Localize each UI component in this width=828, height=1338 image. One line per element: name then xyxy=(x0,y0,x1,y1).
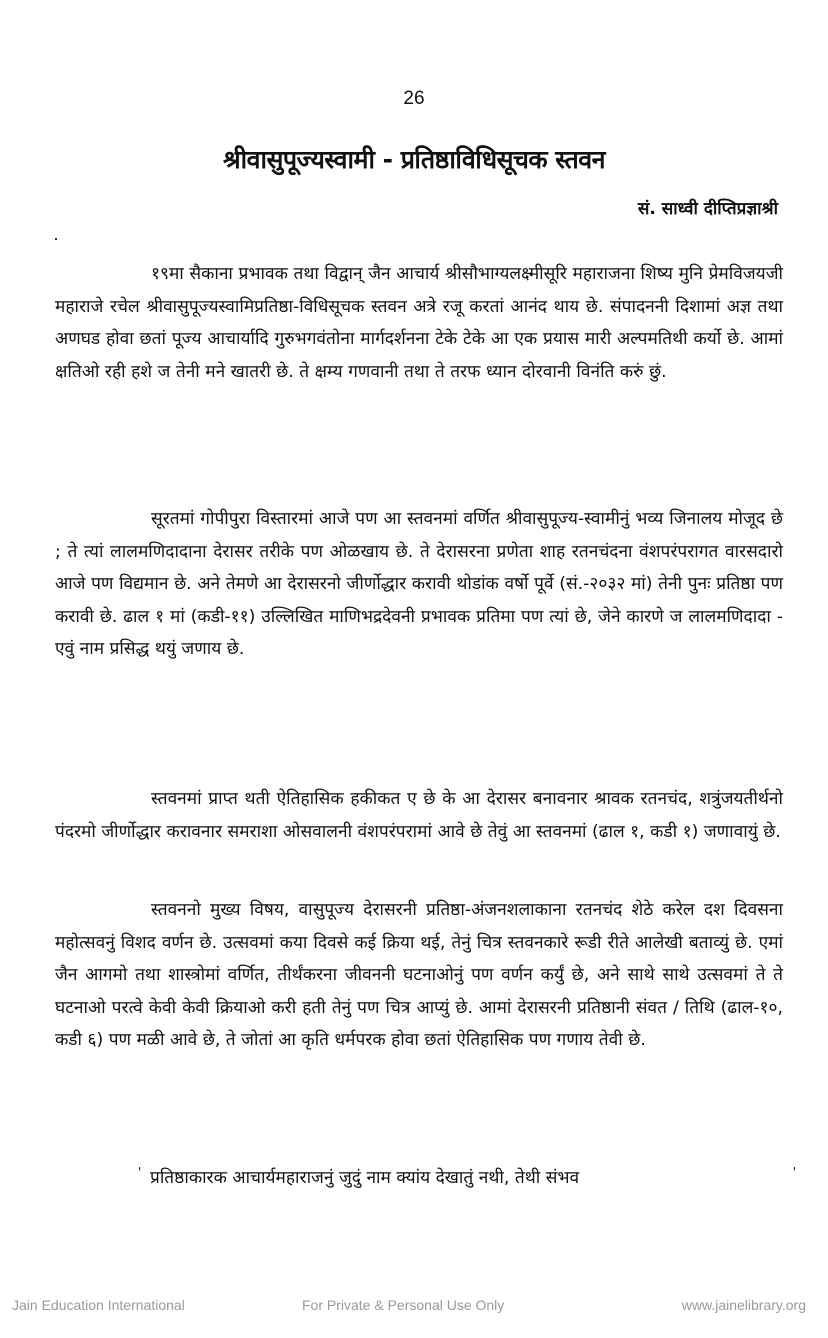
footer-usage-notice: For Private & Personal Use Only xyxy=(302,1297,505,1313)
paragraph-text: स्तवनमां प्राप्त थती ऐतिहासिक हकीकत ए छे के आ देरासर बनावनार श्रावक रतनचंद, शत्रुंजयतीर्थनो पंदरमो जीर्णोद्धार करावनार समराशा ओसवालनी वंशपरंपरामां आवे छे तेवुं आ स्तवनमां (ढाल १, कडी १) जणावायुं छे. xyxy=(55,789,783,842)
page-title: श्रीवासुपूज्यस्वामी - प्रतिष्ठाविधिसूचक स्तवन xyxy=(222,145,606,174)
footnote xyxy=(138,1163,796,1193)
footer-publisher: Jain Education International xyxy=(12,1297,185,1313)
body-paragraph-2 xyxy=(55,503,783,666)
paragraph-text: स्तवननो मुख्य विषय, वासुपूज्य देरासरनी प्रतिष्ठा-अंजनशलाकाना रतनचंद शेठे करेल दश दिवसना महोत्सवनुं विशद वर्णन छे. उत्सवमां कया दिवसे कई क्रिया थई, तेनुं चित्र स्तवनकारे रूडी रीते आलेखी बताव्युं छे. एमां जैन आगमो तथा शास्त्रोमां वर्णित, तीर्थंकरना जीवननी घटनाओनुं पण वर्णन कर्युं छे, अने साथे साथे उत्सवमां ते ते घटनाओ परत्वे केवी केवी क्रियाओ करी हती तेनुं पण चित्र आप्युं छे. आमां देरासरनी प्रतिष्ठानी संवत / तिथि (ढाल-१०, कडी ६) पण मळी आवे छे, ते जोतां आ कृति धर्मपरक होवा छतां ऐतिहासिक पण गणाय तेवी छे. xyxy=(55,900,783,1051)
footnote-text: प्रतिष्ठाकारक आचार्यमहाराजनुं जुदुं नाम क्यांय देखातुं नथी, तेथी संभव xyxy=(150,1168,580,1188)
footnote-mark-left: ' xyxy=(138,1165,142,1179)
body-paragraph-1 xyxy=(55,258,783,388)
editor-credit: सं. साध्वी दीप्तिप्रज्ञाश्री xyxy=(637,199,778,219)
footer-website-link[interactable]: www.jainelibrary.org xyxy=(681,1297,806,1313)
footnote-mark-right: ' xyxy=(792,1165,796,1179)
body-paragraph-4 xyxy=(55,894,783,1057)
paragraph-text: १९मा सैकाना प्रभावक तथा विद्वान् जैन आचार्य श्रीसौभाग्यलक्ष्मीसूरि महाराजना शिष्य मुनि प्रेमविजयजी महाराजे रचेल श्रीवासुपूज्यस्वामिप्रतिष्ठा-विधिसूचक स्तवन अत्रे रजू करतां आनंद थाय छे. संपादननी दिशामां अज्ञ तथा अणघड होवा छतां पूज्य आचार्यादि गुरुभगवंतोना मार्गदर्शनना टेके टेके आ एक प्रयास मारी अल्पमतिथी कर्यो छे. आमां क्षतिओ रही हशे ज तेनी मने खातरी छे. ते क्षम्य गणवानी तथा ते तरफ ध्यान दोरवानी विनंति करुं छुं. xyxy=(55,264,783,382)
page-number: 26 xyxy=(403,88,425,109)
page-footer xyxy=(0,1297,828,1321)
paragraph-text: सूरतमां गोपीपुरा विस्तारमां आजे पण आ स्तवनमां वर्णित श्रीवासुपूज्य-स्वामीनुं भव्य जिनालय मोजूद छे ; ते त्यां लालमणिदादाना देरासर तरीके पण ओळखाय छे. ते देरासरना प्रणेता शाह रतनचंदना वंशपरंपरागत वारसदारो आजे पण विद्यमान छे. अने तेमणे आ देरासरनो जीर्णोद्धार करावी थोडांक वर्षो पूर्वे (सं.-२०३२ मां) तेनी पुनः प्रतिष्ठा पण करावी छे. ढाल १ मां (कडी-११) उल्लिखित माणिभद्रदेवनी प्रभावक प्रतिमा पण त्यां छे, जेने कारणे ज लालमणिदादा - एवुं नाम प्रसिद्ध थयुं जणाय छे. xyxy=(55,509,783,660)
stray-mark xyxy=(55,238,57,240)
body-paragraph-3 xyxy=(55,783,783,848)
